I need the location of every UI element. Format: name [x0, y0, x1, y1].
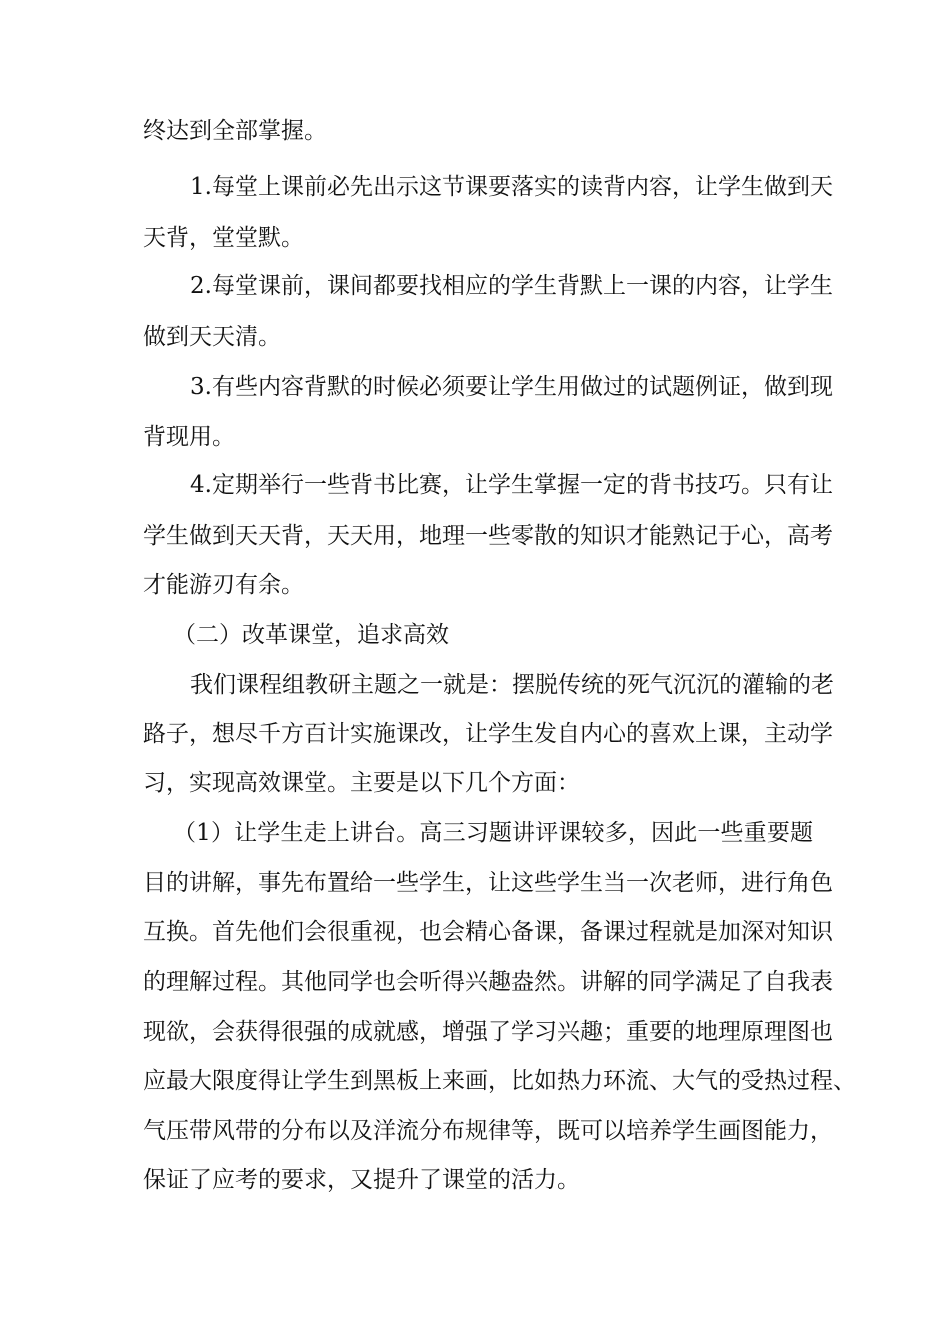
text-line: 保证了应考的要求，又提升了课堂的活力。: [143, 1167, 580, 1193]
text-line: 现欲，会获得很强的成就感，增强了学习兴趣；重要的地理原理图也: [143, 1019, 833, 1045]
text-line: 背现用。: [143, 424, 235, 450]
text-line: 2.每堂课前，课间都要找相应的学生背默上一课的内容，让学生: [190, 273, 833, 299]
text-line: 互换。首先他们会很重视，也会精心备课，备课过程就是加深对知识: [143, 919, 833, 945]
text-line: 天背，堂堂默。: [143, 225, 304, 251]
text-line: 4.定期举行一些背书比赛，让学生掌握一定的背书技巧。只有让: [190, 472, 833, 498]
text-line: 目的讲解，事先布置给一些学生，让这些学生当一次老师，进行角色: [143, 870, 833, 896]
text-line: 我们课程组教研主题之一就是：摆脱传统的死气沉沉的灌输的老: [190, 672, 834, 698]
text-line: 的理解过程。其他同学也会听得兴趣盎然。讲解的同学满足了自我表: [143, 969, 833, 995]
section-heading: （二）改革课堂，追求高效: [173, 622, 449, 648]
text-line: 终达到全部掌握。: [143, 118, 327, 144]
text-line: 1.每堂上课前必先出示这节课要落实的读背内容，让学生做到天: [190, 174, 833, 200]
text-line: （1）让学生走上讲台。高三习题讲评课较多，因此一些重要题: [173, 820, 813, 846]
text-line: 做到天天清。: [143, 324, 281, 350]
text-line: 习，实现高效课堂。主要是以下几个方面：: [143, 770, 580, 796]
text-line: 3.有些内容背默的时候必须要让学生用做过的试题例证，做到现: [190, 374, 833, 400]
text-line: 才能游刃有余。: [143, 572, 304, 598]
text-line: 应最大限度得让学生到黑板上来画，比如热力环流、大气的受热过程、: [143, 1068, 856, 1094]
text-line: 路子，想尽千方百计实施课改，让学生发自内心的喜欢上课，主动学: [143, 721, 833, 747]
text-line: 学生做到天天背，天天用，地理一些零散的知识才能熟记于心，高考: [143, 523, 833, 549]
text-line: 气压带风带的分布以及洋流分布规律等，既可以培养学生画图能力，: [143, 1118, 833, 1144]
